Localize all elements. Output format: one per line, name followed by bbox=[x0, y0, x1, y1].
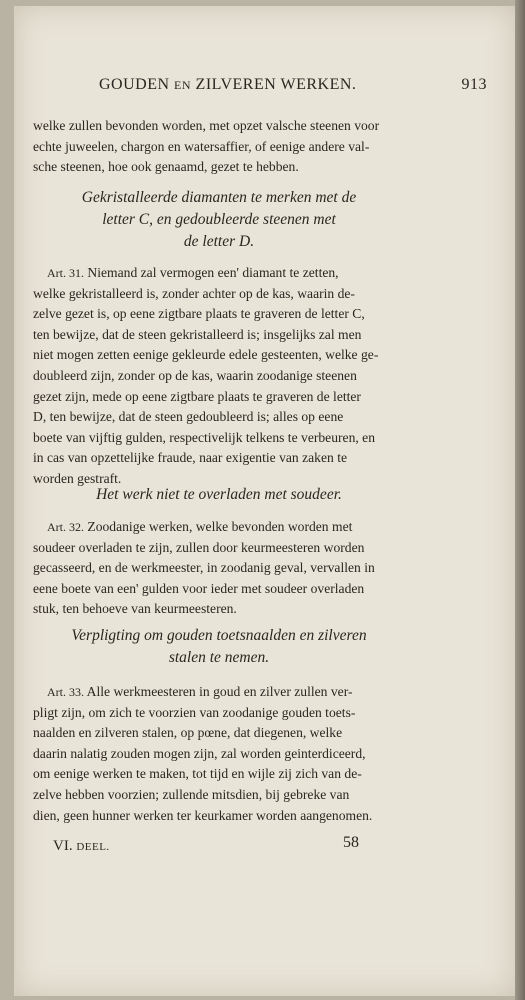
text-line: eene boete van een' gulden voor ieder met soudeer overladen bbox=[33, 580, 365, 596]
running-title: GOUDEN EN ZILVEREN WERKEN. bbox=[99, 76, 357, 93]
text-line: niet mogen zetten eenige gekleurde edele gesteenten, welke ge- bbox=[33, 347, 379, 363]
text-line: naalden en zilveren stalen, op pœne, dat diegenen, welke bbox=[33, 725, 343, 741]
article-label: Art. 31. bbox=[47, 266, 84, 280]
text-line: welke gekristalleerd is, zonder achter op de kas, waarin de- bbox=[33, 285, 355, 301]
text-line: zelve hebben voorzien; zullende mitsdien, bij gebreke van bbox=[33, 786, 350, 802]
page-number: 913 bbox=[461, 76, 487, 93]
book-edge bbox=[515, 0, 525, 1000]
text-line: gecasseerd, en de werkmeester, in zoodanig geval, vervallen in bbox=[33, 560, 375, 576]
text-line: echte juweelen, chargon en watersaffier, of eenige andere val- bbox=[33, 138, 370, 154]
heading-line: Het werk niet te overladen met soudeer. bbox=[96, 486, 342, 503]
section-heading-2 bbox=[33, 484, 405, 506]
article-31 bbox=[33, 263, 405, 490]
text-line: Art. 33. Alle werkmeesteren in goud en zilver zullen ver- bbox=[47, 684, 353, 699]
heading-line: Verpligting om gouden toetsnaalden en zilveren bbox=[71, 627, 367, 644]
text-line: worden gestraft. bbox=[33, 470, 122, 486]
text-line: ten bewijze, dat de steen gekristalleerd is; insgelijks zal men bbox=[33, 326, 362, 342]
text-line: D, ten bewijze, dat de steen gedoubleerd is; alles op eene bbox=[33, 409, 344, 425]
text-line: boete van vijftig gulden, respectivelijk telkens te verbeuren, en bbox=[33, 429, 375, 445]
volume-mark: VI. DEEL. bbox=[53, 838, 110, 854]
heading-line: letter C, en gedoubleerde steenen met bbox=[102, 211, 336, 228]
text-line: doubleerd zijn, zonder op de kas, waarin zoodanige steenen bbox=[33, 367, 357, 383]
text-line: daarin nalatig zouden mogen zijn, zal worden geinterdiceerd, bbox=[33, 745, 366, 761]
signature-mark: 58 bbox=[343, 834, 359, 851]
text-line: zelve gezet is, op eene zigtbare plaats te graveren de letter C, bbox=[33, 306, 365, 322]
book-page bbox=[14, 6, 515, 996]
text-line: pligt zijn, om zich te voorzien van zoodanige gouden toets- bbox=[33, 704, 356, 720]
article-label: Art. 32. bbox=[47, 520, 84, 534]
article-label: Art. 33. bbox=[47, 685, 84, 699]
heading-line: de letter D. bbox=[183, 233, 255, 250]
text-line: in cas van opzettelijke fraude, naar exigentie van zaken te bbox=[33, 450, 348, 466]
text-line: gezet zijn, mede op eene zigtbare plaats te graveren de letter bbox=[33, 388, 361, 404]
text-line: Art. 31. Niemand zal vermogen een' diamant te zetten, bbox=[47, 265, 339, 280]
text-line: stuk, ten behoeve van keurmeesteren. bbox=[33, 601, 237, 617]
text-line: Art. 32. Zoodanige werken, welke bevonden worden met bbox=[47, 519, 353, 534]
heading-line: Gekristalleerde diamanten te merken met de bbox=[81, 189, 357, 206]
heading-line: stalen te nemen. bbox=[168, 649, 270, 666]
text-line: soudeer overladen te zijn, zullen door keurmeesteren worden bbox=[33, 539, 365, 555]
article-32 bbox=[33, 517, 405, 620]
text-line: dien, geen hunner werken ter keurkamer worden aangenomen. bbox=[33, 807, 373, 823]
text-line: sche steenen, hoe ook genaamd, gezet te hebben. bbox=[33, 159, 299, 175]
section-heading-1 bbox=[33, 187, 405, 253]
section-heading-3 bbox=[33, 625, 405, 669]
article-33 bbox=[33, 682, 405, 826]
running-header bbox=[67, 76, 507, 98]
text-line: om eenige werken te maken, tot tijd en wijle zij zich van de- bbox=[33, 766, 362, 782]
intro-paragraph bbox=[33, 116, 405, 178]
page-footer bbox=[53, 834, 433, 858]
text-line: welke zullen bevonden worden, met opzet valsche steenen voor bbox=[33, 118, 380, 133]
